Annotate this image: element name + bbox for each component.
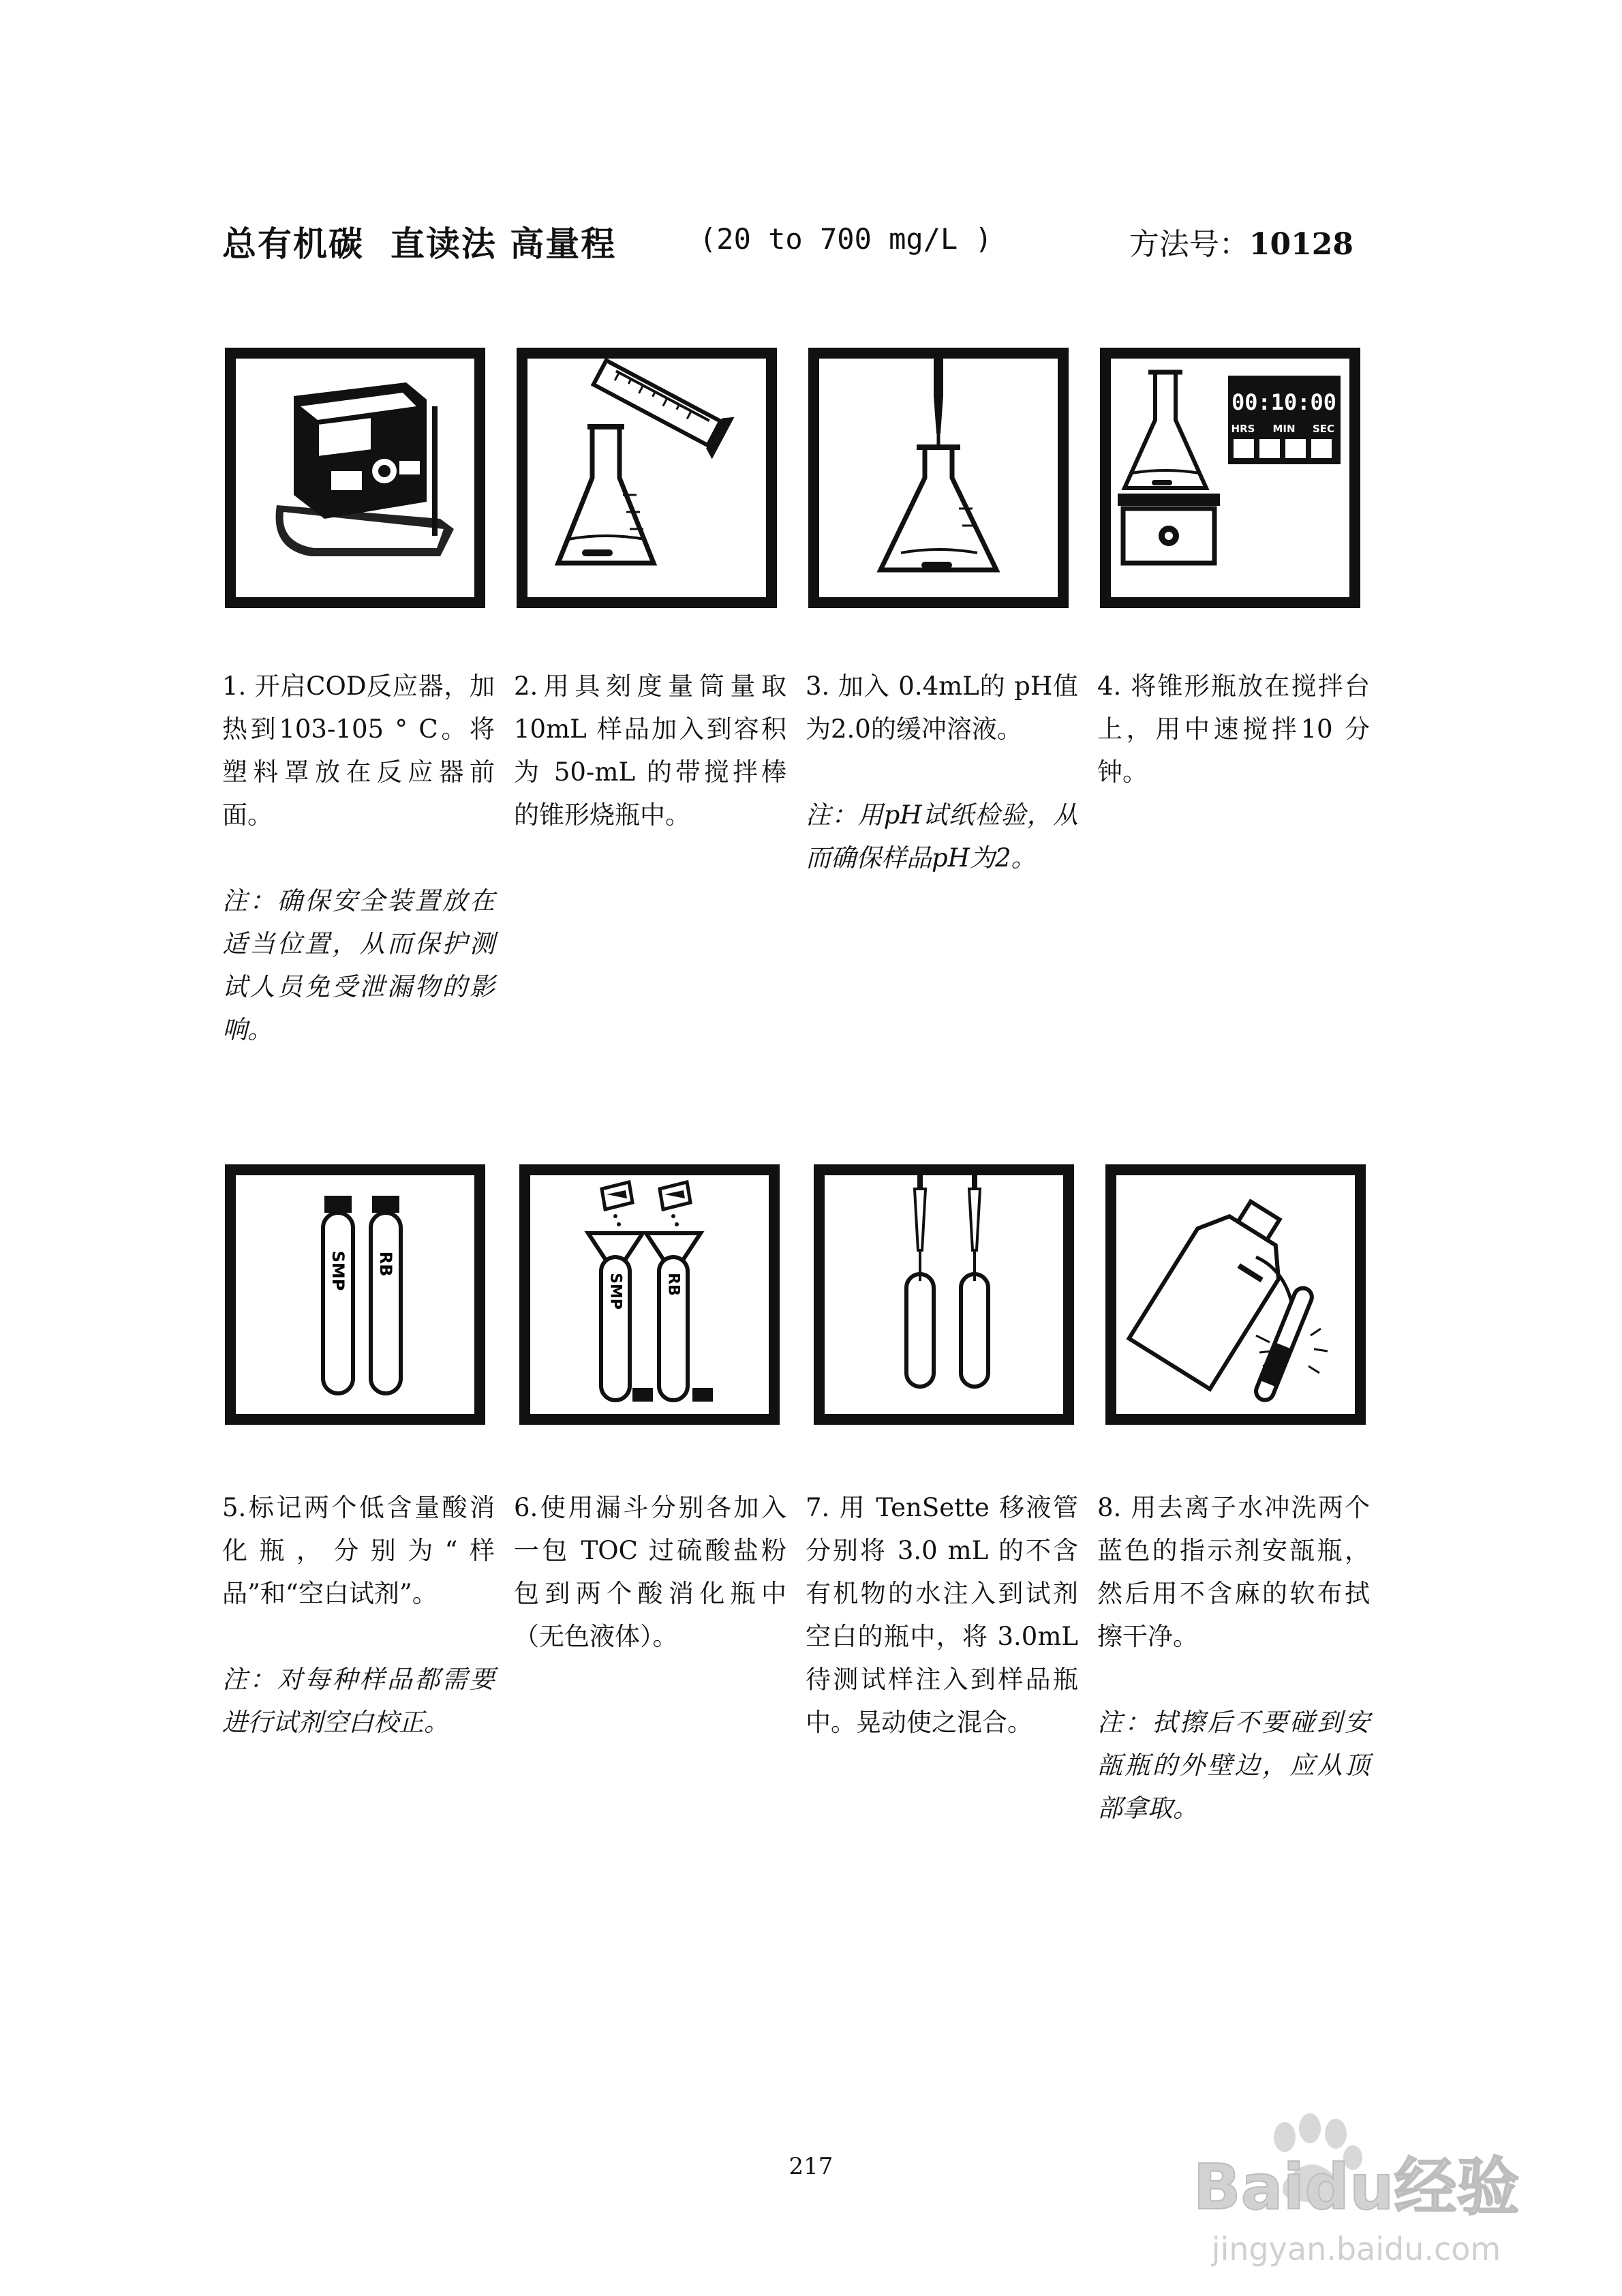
- step-5-illustration: [225, 1164, 485, 1425]
- funnel-powder-pillow-icon: [530, 1175, 769, 1414]
- step-8: [1097, 1486, 1370, 1830]
- step-7-illustration: [814, 1164, 1074, 1425]
- timer-display: 00:10:00: [1231, 389, 1337, 415]
- stirrer-timer-icon: [1111, 359, 1349, 597]
- graduated-cylinder-flask-icon: [527, 359, 766, 597]
- page-number: 217: [789, 2153, 833, 2180]
- step-1: [222, 665, 495, 1051]
- step-5-instruction: 5.标记两个低含量酸消化瓶，分别为“样品”和“空白试剂”。: [222, 1493, 495, 1608]
- step-8-instruction: 8. 用去离子水冲洗两个蓝色的指示剂安瓿瓶，然后用不含麻的软布拭擦干净。: [1097, 1493, 1370, 1651]
- watermark-url: jingyan.baidu.com: [1211, 2231, 1501, 2267]
- step-6-instruction: 6.使用漏斗分别各加入一包 TOC 过硫酸盐粉包到两个酸消化瓶中（无色液体）。: [514, 1493, 786, 1651]
- timer-hrs-label: HRS: [1231, 423, 1255, 435]
- step-1-instruction: 1. 开启COD反应器，加热到103-105 ° C。将塑料罩放在反应器前面。: [222, 671, 495, 830]
- measurement-range: (20 to 700 mg/L ): [699, 222, 992, 256]
- step-4-instruction: 4. 将锥形瓶放在搅拌台上，用中速搅拌10 分钟。: [1097, 671, 1370, 787]
- wash-bottle-ampule-icon: [1116, 1175, 1355, 1414]
- step-2-instruction: 2.用具刻度量筒量取10mL 样品加入到容积为 50-mL 的带搅拌棒的锥形烧瓶中。: [514, 671, 786, 830]
- step-7-instruction: 7. 用 TenSette 移液管分别将 3.0 mL 的不含有机物的水注入到试剂空白的瓶中，将 3.0mL 待测试样注入到样品瓶中。晃动使之混合。: [806, 1493, 1078, 1737]
- baidu-watermark-logo: [1165, 2106, 1547, 2277]
- step-2: [514, 665, 786, 836]
- funnel-vial-label-sample: SMP: [607, 1273, 624, 1310]
- vial-label-blank: RB: [376, 1251, 395, 1277]
- step-5: [222, 1486, 495, 1744]
- page-header: [222, 217, 1353, 271]
- method-value: 10128: [1249, 227, 1353, 262]
- step-3: [806, 665, 1078, 879]
- vial-label-sample: SMP: [328, 1250, 348, 1291]
- step-3-illustration: [808, 348, 1069, 608]
- pipette-flask-icon: [819, 359, 1058, 597]
- step-6: [514, 1486, 786, 1658]
- step-5-note: 注：对每种样品都需要进行试剂空白校正。: [222, 1665, 495, 1737]
- step-6-illustration: [519, 1164, 780, 1425]
- funnel-vial-label-blank: RB: [664, 1273, 682, 1296]
- step-3-note: 注：用pH试纸检验，从而确保样品pH为2。: [806, 800, 1078, 873]
- step-4: [1097, 665, 1370, 794]
- step-3-instruction: 3. 加入 0.4mL的 pH值为2.0的缓冲溶液。: [806, 671, 1078, 744]
- labeled-vials-icon: [236, 1175, 474, 1414]
- cod-reactor-icon: [236, 359, 474, 597]
- step-1-illustration: [225, 348, 485, 608]
- step-8-illustration: [1105, 1164, 1366, 1425]
- timer-sec-label: SEC: [1312, 423, 1335, 435]
- method-label: 方法号：: [1129, 227, 1249, 262]
- step-8-note: 注：拭擦后不要碰到安瓿瓶的外壁边，应从顶部拿取。: [1097, 1708, 1370, 1823]
- step-4-illustration: [1100, 348, 1360, 608]
- step-7: [806, 1486, 1078, 1744]
- method-number: [1129, 220, 1353, 263]
- step-1-note: 注：确保安全装置放在适当位置，从而保护测试人员免受泄漏物的影响。: [222, 886, 495, 1044]
- document-title: 总有机碳 直读法 高量程: [222, 224, 617, 264]
- tensette-pipette-vials-icon: [825, 1175, 1063, 1414]
- watermark-brand: Baidu经验: [1193, 2151, 1520, 2224]
- step-2-illustration: [517, 348, 777, 608]
- timer-min-label: MIN: [1272, 423, 1296, 435]
